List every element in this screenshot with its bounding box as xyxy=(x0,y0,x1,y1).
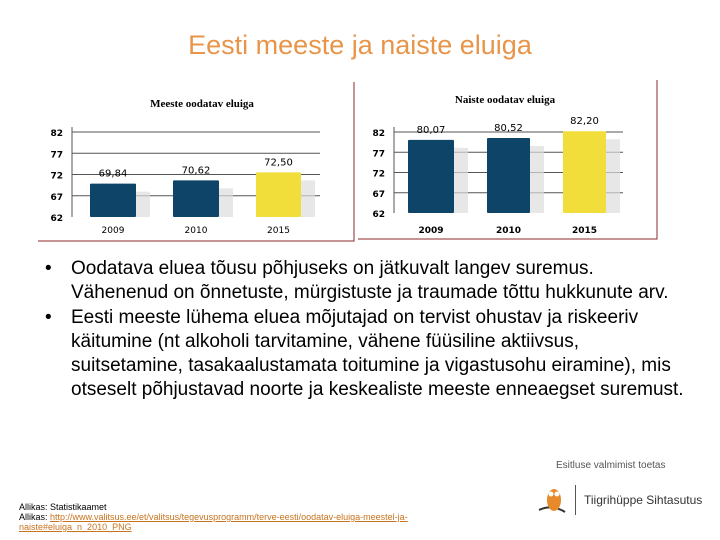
y-tick-label: 72 xyxy=(50,171,63,182)
y-tick-label: 67 xyxy=(372,189,385,200)
bar-shadow xyxy=(454,148,468,213)
y-tick-label: 72 xyxy=(372,169,385,180)
x-tick-label: 2010 xyxy=(184,226,208,236)
bar xyxy=(256,172,301,217)
data-label: 80,52 xyxy=(494,122,523,134)
slide-title: Eesti meeste ja naiste eluiga xyxy=(188,30,532,60)
bar xyxy=(173,180,219,217)
y-tick-label: 62 xyxy=(50,214,63,224)
y-tick-label: 77 xyxy=(50,150,63,161)
data-label: 80,07 xyxy=(416,124,446,136)
data-label: 69,84 xyxy=(98,168,128,180)
bar-shadow xyxy=(219,188,233,217)
y-tick-label: 82 xyxy=(50,129,63,139)
sources xyxy=(19,502,449,532)
bar-shadow xyxy=(301,180,315,217)
bar xyxy=(408,140,454,213)
owl-logo-icon xyxy=(537,482,567,518)
chart-title: Meeste oodatav eluiga xyxy=(150,98,254,110)
source-text: Allikas: Statistikaamet xyxy=(19,502,107,512)
women-chart xyxy=(358,80,657,239)
bullet-item: • Oodatava eluea tõusu põhjuseks on jätkuvalt langev suremus. Vähenenud on õnnetuste, mürgistuste ja traumade tõttu hukkunute arv. xyxy=(45,257,695,306)
x-tick-label: 2009 xyxy=(418,226,444,236)
x-tick-label: 2015 xyxy=(267,226,290,236)
logo-name: Tiigrihüppe Sihtasutus xyxy=(584,493,703,507)
bar-shadow xyxy=(530,146,544,213)
y-tick-label: 82 xyxy=(372,129,385,139)
bullet-list xyxy=(45,257,695,403)
y-tick-label: 62 xyxy=(372,210,385,220)
men-chart xyxy=(38,82,354,241)
source-label: Allikas: xyxy=(19,512,51,522)
bar xyxy=(90,184,136,217)
data-label: 72,50 xyxy=(264,157,293,169)
logo xyxy=(537,482,702,518)
source-link[interactable]: http://www.valitsus.ee/et/valitsus/tegevusprogramm/terve-eesti/oodatav-eluiga-meestel-ja-naiste#eluiga_n_2010_PNG xyxy=(19,512,408,532)
y-tick-label: 77 xyxy=(372,149,385,160)
bar xyxy=(487,138,530,213)
chart-title: Naiste oodatav eluiga xyxy=(454,94,556,106)
bullet-item: • Eesti meeste lühema eluea mõjutajad on tervist ohustav ja riskeeriv käitumine (nt alkoholi tarvitamine, vähene füüsiline aktiivsus, suitsetamine, tasakaalustamata toitumine ja vigastusohu eiramine), mis otseselt põhjustavad noorte ja keskealiste meeste enneaegset suremust. xyxy=(45,306,695,403)
data-label: 82,20 xyxy=(570,116,599,128)
y-tick-label: 67 xyxy=(50,192,63,203)
bar xyxy=(563,131,606,213)
x-tick-label: 2009 xyxy=(101,226,125,236)
bar-shadow xyxy=(136,192,150,217)
x-tick-label: 2010 xyxy=(495,226,522,236)
bar-shadow xyxy=(606,139,620,213)
charts xyxy=(0,0,720,250)
support-text: Esitluse valmimist toetas xyxy=(556,460,666,471)
x-tick-label: 2015 xyxy=(571,226,598,236)
data-label: 70,62 xyxy=(181,165,211,177)
